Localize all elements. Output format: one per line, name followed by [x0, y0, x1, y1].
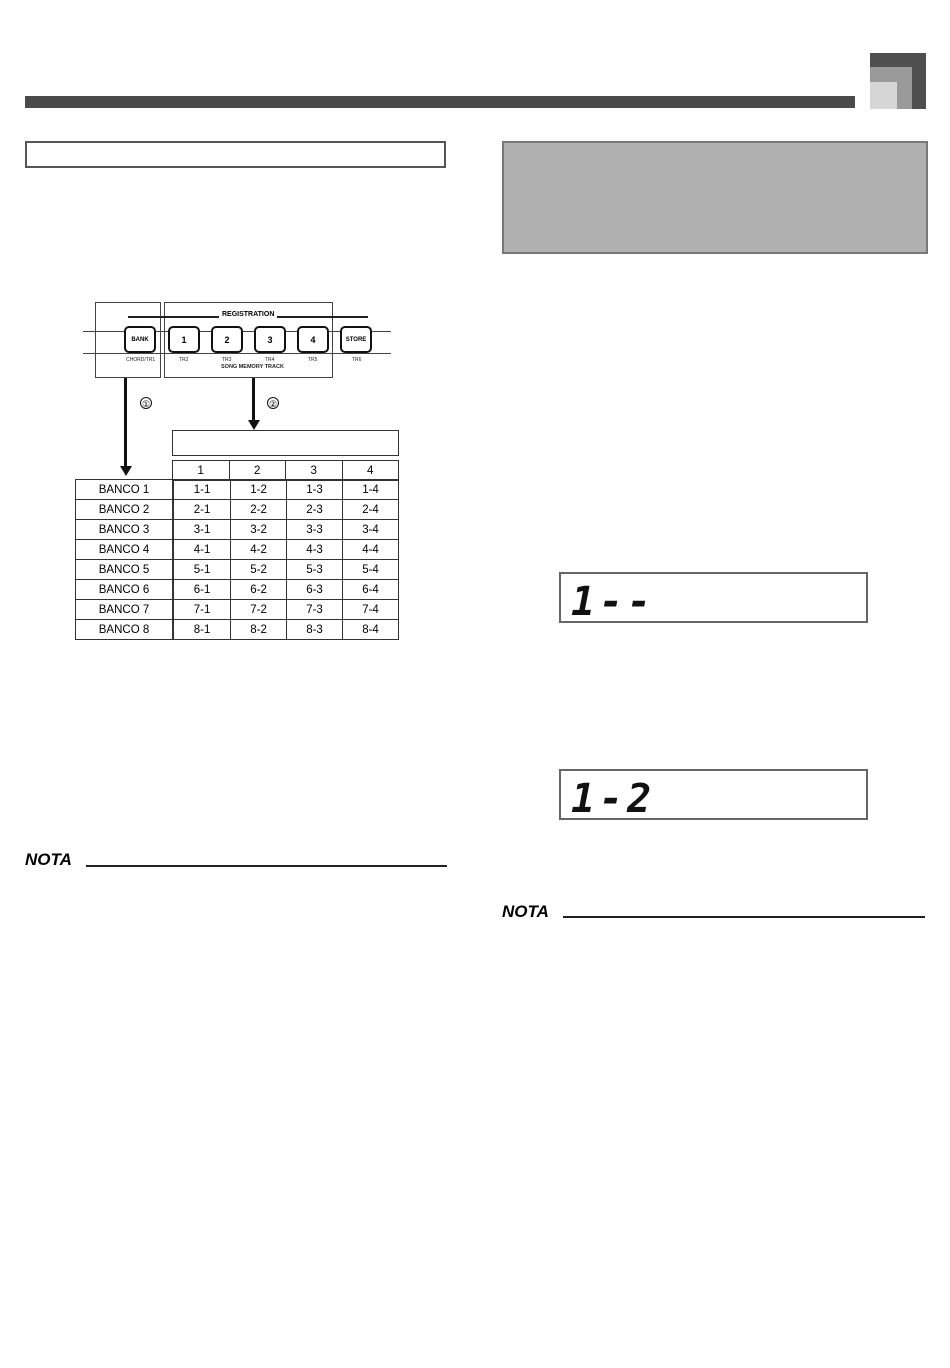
panel-line-bottom — [83, 353, 391, 354]
registration-label: REGISTRATION — [219, 311, 277, 318]
table-row — [76, 580, 399, 600]
table-cell: 1-4 — [343, 480, 399, 500]
track-label-tr2: TR2 — [179, 357, 189, 363]
table-cell: 4-1 — [173, 540, 231, 560]
bank-table — [75, 479, 399, 640]
table-cell: 1-3 — [287, 480, 343, 500]
registration-button-2[interactable]: 2 — [211, 326, 243, 353]
table-cell: 4-3 — [287, 540, 343, 560]
lcd-readout-1 — [569, 575, 689, 622]
registration-panel-diagram — [75, 298, 405, 388]
track-label-tr3: TR3 — [222, 357, 232, 363]
table-cell: 5-1 — [173, 560, 231, 580]
lcd-readout-2 — [569, 772, 689, 819]
note-rule-left — [86, 865, 447, 867]
table-cell: 5-2 — [231, 560, 287, 580]
registration-button-4[interactable]: 4 — [297, 326, 329, 353]
corner-tab-decoration-light — [870, 82, 897, 109]
table-cell: 6-3 — [287, 580, 343, 600]
lcd-display-1 — [559, 572, 868, 623]
arrow-1-shaft — [124, 378, 127, 466]
arrow-2-shaft — [252, 378, 255, 420]
bank-label: BANCO 8 — [76, 620, 174, 640]
table-cell: 2-1 — [173, 500, 231, 520]
table-cell: 2-3 — [287, 500, 343, 520]
table-cell: 3-2 — [231, 520, 287, 540]
left-section-heading-box — [25, 141, 446, 168]
bank-label: BANCO 1 — [76, 480, 174, 500]
bank-table-column-headers — [172, 460, 399, 481]
table-row — [76, 480, 399, 500]
lcd-readout-2-text: 1-2 — [571, 776, 656, 819]
table-cell: 6-4 — [343, 580, 399, 600]
track-label-chord-tr1: CHORD/TR1 — [126, 357, 156, 363]
table-cell: 8-3 — [287, 620, 343, 640]
store-button[interactable]: STORE — [340, 326, 372, 353]
registration-button-1[interactable]: 1 — [168, 326, 200, 353]
registration-button-3[interactable]: 3 — [254, 326, 286, 353]
bank-label: BANCO 5 — [76, 560, 174, 580]
note-heading-right: NOTA — [502, 902, 549, 921]
table-cell: 8-4 — [343, 620, 399, 640]
arrow-1-head-icon — [120, 466, 132, 476]
track-label-tr4: TR4 — [265, 357, 275, 363]
table-row — [76, 620, 399, 640]
bank-button[interactable]: BANK — [124, 326, 156, 353]
right-section-heading-box — [502, 141, 928, 254]
table-cell: 2-4 — [343, 500, 399, 520]
table-cell: 3-1 — [173, 520, 231, 540]
table-cell: 3-4 — [343, 520, 399, 540]
table-row — [76, 520, 399, 540]
bank-label: BANCO 6 — [76, 580, 174, 600]
table-cell: 7-1 — [173, 600, 231, 620]
table-row — [76, 540, 399, 560]
bank-label: BANCO 4 — [76, 540, 174, 560]
column-header: 4 — [342, 461, 399, 481]
column-header: 3 — [286, 461, 343, 481]
note-rule-right — [563, 916, 925, 918]
bank-label: BANCO 7 — [76, 600, 174, 620]
table-cell: 7-3 — [287, 600, 343, 620]
table-cell: 4-4 — [343, 540, 399, 560]
column-header: 2 — [229, 461, 286, 481]
lcd-display-2 — [559, 769, 868, 820]
table-cell: 5-4 — [343, 560, 399, 580]
track-label-tr6: TR6 — [352, 357, 362, 363]
table-cell: 1-2 — [231, 480, 287, 500]
table-cell: 6-2 — [231, 580, 287, 600]
table-header-frame — [172, 430, 399, 456]
lcd-readout-1-text: 1-- — [571, 579, 656, 622]
arrow-2-head-icon — [248, 420, 260, 430]
track-label-tr5: TR5 — [308, 357, 318, 363]
table-row — [76, 560, 399, 580]
header-bar — [25, 96, 855, 108]
table-cell: 8-2 — [231, 620, 287, 640]
table-row — [76, 500, 399, 520]
column-header: 1 — [173, 461, 230, 481]
bank-label: BANCO 2 — [76, 500, 174, 520]
table-cell: 7-2 — [231, 600, 287, 620]
table-cell: 6-1 — [173, 580, 231, 600]
note-heading-left: NOTA — [25, 850, 72, 869]
table-cell: 2-2 — [231, 500, 287, 520]
table-cell: 8-1 — [173, 620, 231, 640]
table-cell: 4-2 — [231, 540, 287, 560]
marker-1: ① — [141, 399, 151, 409]
table-cell: 7-4 — [343, 600, 399, 620]
table-cell: 3-3 — [287, 520, 343, 540]
bank-label: BANCO 3 — [76, 520, 174, 540]
table-cell: 1-1 — [173, 480, 231, 500]
table-cell: 5-3 — [287, 560, 343, 580]
table-row — [76, 600, 399, 620]
marker-2: ② — [268, 399, 278, 409]
song-memory-track-label: SONG MEMORY TRACK — [221, 364, 284, 370]
